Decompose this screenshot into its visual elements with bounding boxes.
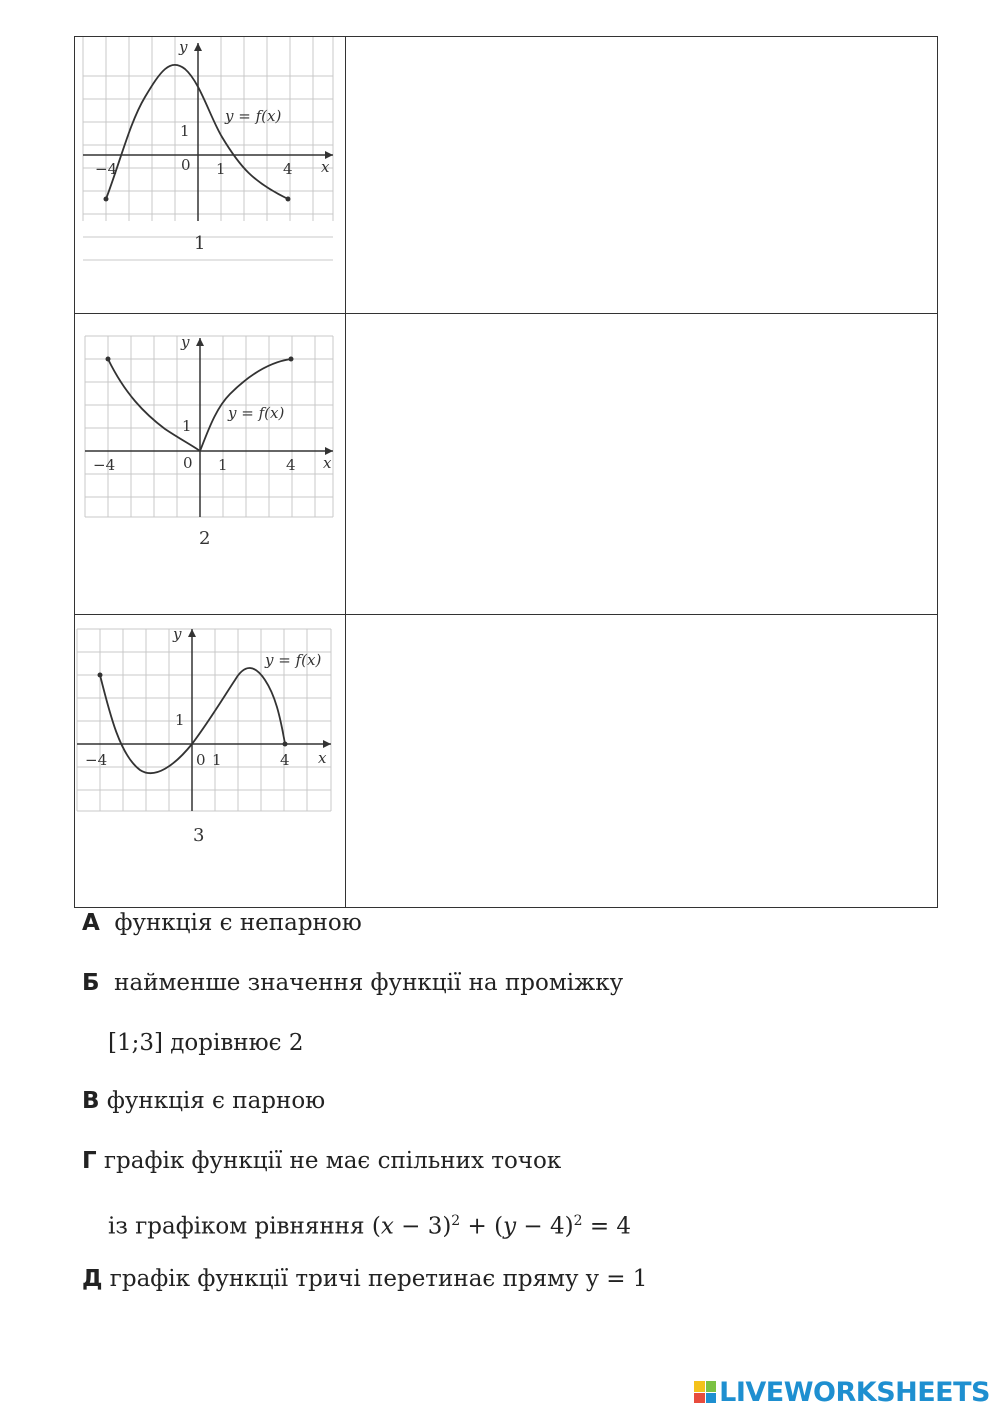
option-g-continued: із графіком рівняння $(x - 3)^2 + (y - 4)^2 = 4$ — [108, 1213, 632, 1240]
function-label: y = f(x) — [228, 404, 285, 422]
option-d[interactable] — [82, 1264, 647, 1294]
answer-cell-2[interactable] — [346, 314, 938, 615]
option-text: функція є парною — [106, 1088, 326, 1114]
axis-y-label: y — [181, 333, 190, 351]
liveworksheets-logo — [694, 1374, 990, 1410]
option-letter: Б — [82, 970, 100, 996]
option-text: найменше значення функції на проміжку — [114, 970, 624, 996]
option-text: графік функції не має спільних точок — [103, 1148, 562, 1174]
function-label: y = f(x) — [265, 651, 322, 669]
equation-var-y: y — [503, 1213, 517, 1240]
graph-cell-2 — [75, 314, 346, 615]
graph-caption: 3 — [193, 825, 205, 846]
option-letter: Г — [82, 1148, 97, 1174]
tick-four: 4 — [283, 160, 293, 178]
graph-caption: 2 — [199, 528, 211, 549]
option-letter: А — [82, 910, 100, 936]
tick-y-one: 1 — [182, 417, 192, 435]
tick-y-one: 1 — [180, 122, 190, 140]
tick-one: 1 — [212, 751, 222, 769]
option-letter: Д — [82, 1266, 103, 1292]
equation-var-x: x — [380, 1213, 394, 1240]
option-text: графік функції тричі перетинає пряму y = 1 — [109, 1266, 648, 1292]
tick-neg4: −4 — [85, 751, 108, 769]
function-label: y = f(x) — [225, 107, 282, 125]
option-g[interactable] — [82, 1146, 561, 1176]
tick-y-one: 1 — [175, 711, 185, 729]
option-b-continued: [1;3] дорівнює 2 — [108, 1030, 304, 1056]
tick-zero: 0 — [196, 751, 206, 769]
option-g-prefix: із графіком рівняння — [108, 1213, 365, 1240]
equation-part: + ( — [460, 1213, 504, 1240]
equation-part: − 3) — [393, 1213, 452, 1240]
graph-3 — [75, 615, 345, 908]
axis-y-label: y — [179, 38, 188, 56]
equation-part: = 4 — [582, 1213, 632, 1240]
option-v[interactable] — [82, 1086, 325, 1116]
equation-exponent: 2 — [451, 1213, 461, 1229]
graph-1 — [75, 37, 345, 314]
graph-2 — [75, 314, 345, 615]
tick-zero: 0 — [183, 454, 193, 472]
axis-x-label: x — [318, 749, 327, 767]
matching-table — [74, 36, 938, 908]
equation-part: − 4) — [516, 1213, 574, 1240]
graph-cell-3 — [75, 615, 346, 908]
axis-x-label: x — [321, 158, 330, 176]
equation-exponent: 2 — [573, 1213, 583, 1229]
option-b[interactable] — [82, 968, 623, 998]
brand-text: LIVEWORKSHEETS — [719, 1376, 990, 1408]
graph-cell-1 — [75, 37, 346, 314]
tick-four: 4 — [286, 456, 296, 474]
axis-x-label: x — [323, 454, 332, 472]
brand-logo-icon — [694, 1381, 716, 1403]
tick-zero: 0 — [181, 156, 191, 174]
tick-four: 4 — [280, 751, 290, 769]
option-a[interactable] — [82, 908, 362, 938]
tick-one: 1 — [216, 160, 226, 178]
tick-neg4: −4 — [93, 456, 116, 474]
axis-y-label: y — [173, 625, 182, 643]
tick-one: 1 — [218, 456, 228, 474]
answer-cell-1[interactable] — [346, 37, 938, 314]
graph-caption: 1 — [194, 233, 206, 254]
tick-neg4: −4 — [95, 160, 118, 178]
option-letter: В — [82, 1088, 100, 1114]
option-text: функція є непарною — [114, 910, 362, 936]
answer-cell-3[interactable] — [346, 615, 938, 908]
